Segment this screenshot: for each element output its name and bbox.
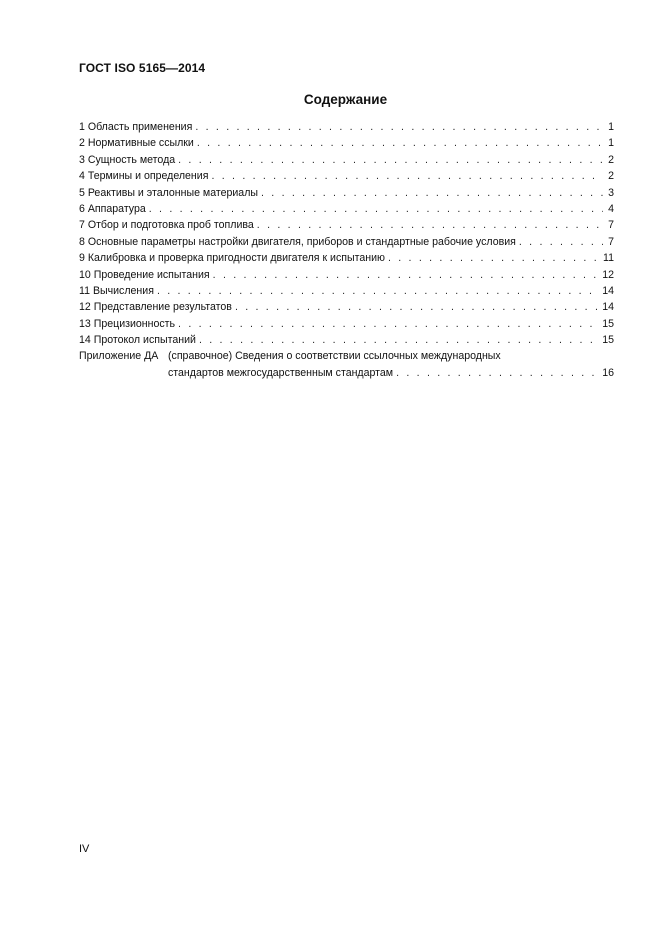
toc-entry[interactable] (79, 250, 614, 266)
toc-entry-label: 11 Вычисления (79, 284, 154, 297)
toc-entry[interactable] (79, 217, 614, 233)
toc-entry[interactable] (79, 168, 614, 184)
toc-entry[interactable] (79, 201, 614, 217)
table-of-contents (79, 119, 614, 381)
toc-entry-page: 7 (608, 235, 614, 248)
toc-leader-dots (199, 332, 599, 348)
toc-entry-label: 8 Основные параметры настройки двигателя, приборов и стандартные рабочие условия (79, 235, 516, 248)
toc-leader-dots (388, 250, 600, 266)
toc-annex-entry-continued[interactable] (79, 365, 614, 381)
toc-entry-page: 12 (602, 268, 614, 281)
toc-entry[interactable] (79, 234, 614, 250)
toc-entry-label: 6 Аппаратура (79, 202, 146, 215)
toc-leader-dots (235, 299, 599, 315)
toc-entry[interactable] (79, 185, 614, 201)
toc-entry[interactable] (79, 119, 614, 135)
toc-entry[interactable] (79, 267, 614, 283)
toc-entry-page: 1 (608, 121, 614, 133)
toc-entry-label: 9 Калибровка и проверка пригодности двигателя к испытанию (79, 252, 385, 265)
page-number: IV (79, 843, 90, 855)
toc-entry[interactable] (79, 332, 614, 348)
toc-entry[interactable] (79, 299, 614, 315)
toc-entry[interactable] (79, 152, 614, 168)
toc-leader-dots (197, 135, 603, 151)
toc-leader-dots (211, 168, 603, 184)
toc-entry-page: 14 (602, 301, 614, 314)
toc-entry-label: 3 Сущность метода (79, 153, 176, 166)
toc-title: Содержание (303, 92, 388, 107)
toc-entry-page: 15 (602, 317, 614, 330)
toc-entry-page: 2 (608, 170, 614, 183)
toc-entry-label: 7 Отбор и подготовка проб топлива (79, 219, 254, 232)
toc-entry-page: 3 (608, 186, 614, 199)
toc-entry-page: 15 (602, 334, 614, 347)
toc-leader-dots (213, 267, 600, 283)
toc-entry-label: 12 Представление результатов (79, 301, 232, 314)
toc-leader-dots (149, 201, 603, 217)
toc-entry-page: 7 (608, 219, 614, 232)
toc-leader-dots (157, 283, 599, 299)
toc-entry-label: 4 Термины и определения (79, 170, 209, 183)
toc-leader-dots (178, 316, 599, 332)
toc-entry-label: 2 Нормативные ссылки (79, 137, 194, 150)
annex-prefix: Приложение ДА (79, 350, 159, 363)
toc-leader-dots (195, 119, 603, 135)
toc-leader-dots (261, 185, 603, 201)
toc-entry[interactable] (79, 316, 614, 332)
document-code: ГОСТ ISO 5165—2014 (79, 61, 206, 75)
toc-entry-label: 5 Реактивы и эталонные материалы (79, 186, 258, 199)
toc-entry[interactable] (79, 135, 614, 151)
toc-entry-label: 13 Прецизионность (79, 317, 176, 330)
toc-annex-entry[interactable] (79, 348, 614, 364)
toc-entry-label: 1 Область применения (79, 121, 193, 133)
toc-leader-dots (396, 365, 599, 381)
toc-entry-page: 2 (608, 153, 614, 166)
toc-entry-label: 10 Проведение испытания (79, 268, 210, 281)
annex-title-line2: стандартов межгосударственным стандартам (168, 366, 394, 379)
toc-leader-dots (257, 217, 603, 233)
annex-title-line1: (справочное) Сведения о соответствии ссылочных международных (168, 350, 501, 363)
toc-entry-page: 1 (608, 137, 614, 150)
toc-entry-page: 4 (608, 202, 614, 215)
toc-entry-label: 14 Протокол испытаний (79, 334, 196, 347)
toc-leader-dots (178, 152, 603, 168)
toc-leader-dots (519, 234, 603, 250)
toc-entry-page: 11 (603, 252, 614, 265)
toc-entry-page: 14 (602, 284, 614, 297)
toc-entry[interactable] (79, 283, 614, 299)
toc-entry-page: 16 (602, 366, 614, 379)
